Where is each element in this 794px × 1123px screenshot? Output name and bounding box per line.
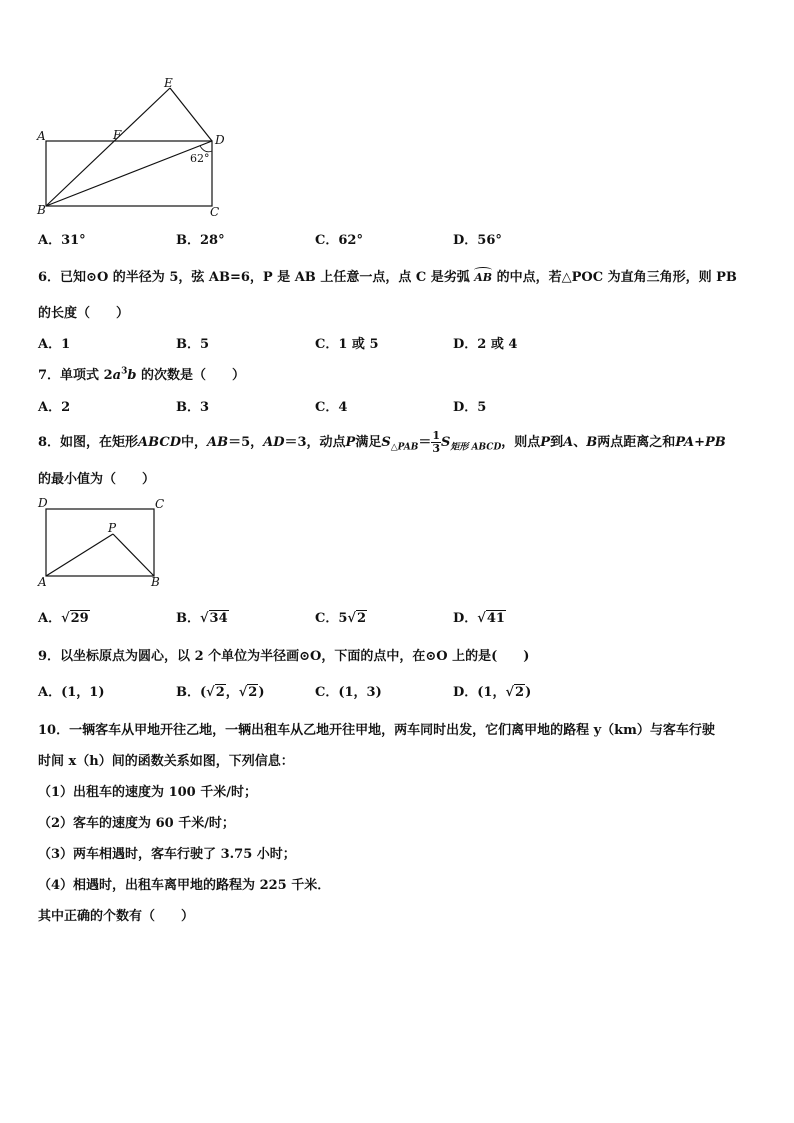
q6-text-a: 6．已知⊙O 的半径为 5，弦 AB=6，P 是 AB 上任意一点，点 C 是劣弧 xyxy=(38,270,470,285)
q6-option-d[interactable]: D．2 或 4 xyxy=(453,337,518,352)
q8-option-b[interactable]: B．√34 xyxy=(176,611,228,626)
q9-option-c[interactable]: C．(1，3) xyxy=(315,685,382,700)
q10-item-3: （3）两车相遇时，客车行驶了 3.75 小时； xyxy=(38,847,296,862)
q10-line2: 时间 x（h）间的函数关系如图，下列信息： xyxy=(38,754,294,769)
q10-item-4: （4）相遇时，出租车离甲地的路程为 225 千米． xyxy=(38,878,331,893)
q7-text-pre: 7．单项式 xyxy=(38,368,100,383)
fig8-label-C: C xyxy=(155,497,165,511)
q6-text-b: 的中点，若△POC 为直角三角形，则 PB xyxy=(496,270,737,285)
q9-option-b[interactable]: B．(√2，√2) xyxy=(176,685,265,700)
fig8-label-D: D xyxy=(38,496,48,510)
q10-line1: 10．一辆客车从甲地开往乙地，一辆出租车从乙地开往甲地，两车同时出发，它们离甲地的路程 y（km）与客车行驶 xyxy=(38,723,715,738)
q6-option-b[interactable]: B．5 xyxy=(176,337,210,352)
q9-option-a[interactable]: A．(1，1) xyxy=(38,685,105,700)
q5-option-d[interactable]: D．56° xyxy=(453,233,502,248)
q8-option-c[interactable]: C．5√2 xyxy=(315,611,366,626)
fig5-label-A: A xyxy=(37,129,46,143)
q7-stem xyxy=(38,364,245,383)
q6-line2: 的长度（ ） xyxy=(38,306,130,321)
q9-option-d[interactable]: D．(1，√2) xyxy=(453,685,532,700)
q6-option-a[interactable]: A．1 xyxy=(38,337,71,352)
q7-option-b[interactable]: B．3 xyxy=(176,400,210,415)
q5-option-a[interactable]: A．31° xyxy=(38,233,86,248)
q8-line2: 的最小值为（ ） xyxy=(38,472,156,487)
q8-figure xyxy=(34,494,174,592)
q6-arc-ab: AB xyxy=(474,267,492,284)
fig5-line-BE xyxy=(46,88,170,206)
q7-option-d[interactable]: D．5 xyxy=(453,400,487,415)
q8-fraction: $\frac{1}{3}$ xyxy=(432,429,441,455)
fig5-label-D: D xyxy=(215,133,225,147)
fig5-label-F: F xyxy=(113,128,122,142)
fig8-label-A: A xyxy=(38,575,47,589)
fig5-angle-arc xyxy=(200,146,212,152)
fig5-line-BD xyxy=(46,141,212,206)
q6-option-c[interactable]: C．1 或 5 xyxy=(315,337,379,352)
fig8-line-AP xyxy=(46,534,113,576)
fig5-label-B: B xyxy=(37,203,46,217)
q10-item-2: （2）客车的速度为 60 千米/时； xyxy=(38,816,235,831)
q8-option-a[interactable]: A．√29 xyxy=(38,611,89,626)
q7-text-post: 的次数是（ ） xyxy=(140,368,245,383)
fig5-angle-label: 62° xyxy=(190,152,210,165)
q10-item-1: （1）出租车的速度为 100 千米/时； xyxy=(38,785,257,800)
q10-question: 其中正确的个数有（ ） xyxy=(38,909,195,924)
fig5-label-E: E xyxy=(164,76,173,90)
q7-option-a[interactable]: A．2 xyxy=(38,400,71,415)
fig5-label-C: C xyxy=(210,205,220,219)
q7-monomial: $2a^3b$ xyxy=(103,366,137,383)
q7-option-c[interactable]: C．4 xyxy=(315,400,348,415)
fig5-line-ED xyxy=(170,88,212,141)
q5-figure xyxy=(34,76,234,221)
fig8-label-B: B xyxy=(151,575,160,589)
q9-stem: 9．以坐标原点为圆心，以 2 个单位为半径画⊙O，下面的点中，在⊙O 上的是( ) xyxy=(38,649,530,664)
q8-line1: 8．如图，在矩形ABCD中，AB＝5，AD＝3，动点P满足$S_{\triangle PAB}=$ $\frac{1}{3}$ $S_{矩形 ABCD}$，则点P到A、B两点距离之和PA+PB xyxy=(38,429,726,455)
q5-option-c[interactable]: C．62° xyxy=(315,233,363,248)
fig8-line-PB xyxy=(113,534,154,576)
q6-line1 xyxy=(38,266,737,285)
fig8-label-P: P xyxy=(108,521,117,535)
q8-option-d[interactable]: D．√41 xyxy=(453,611,505,626)
q5-option-b[interactable]: B．28° xyxy=(176,233,225,248)
